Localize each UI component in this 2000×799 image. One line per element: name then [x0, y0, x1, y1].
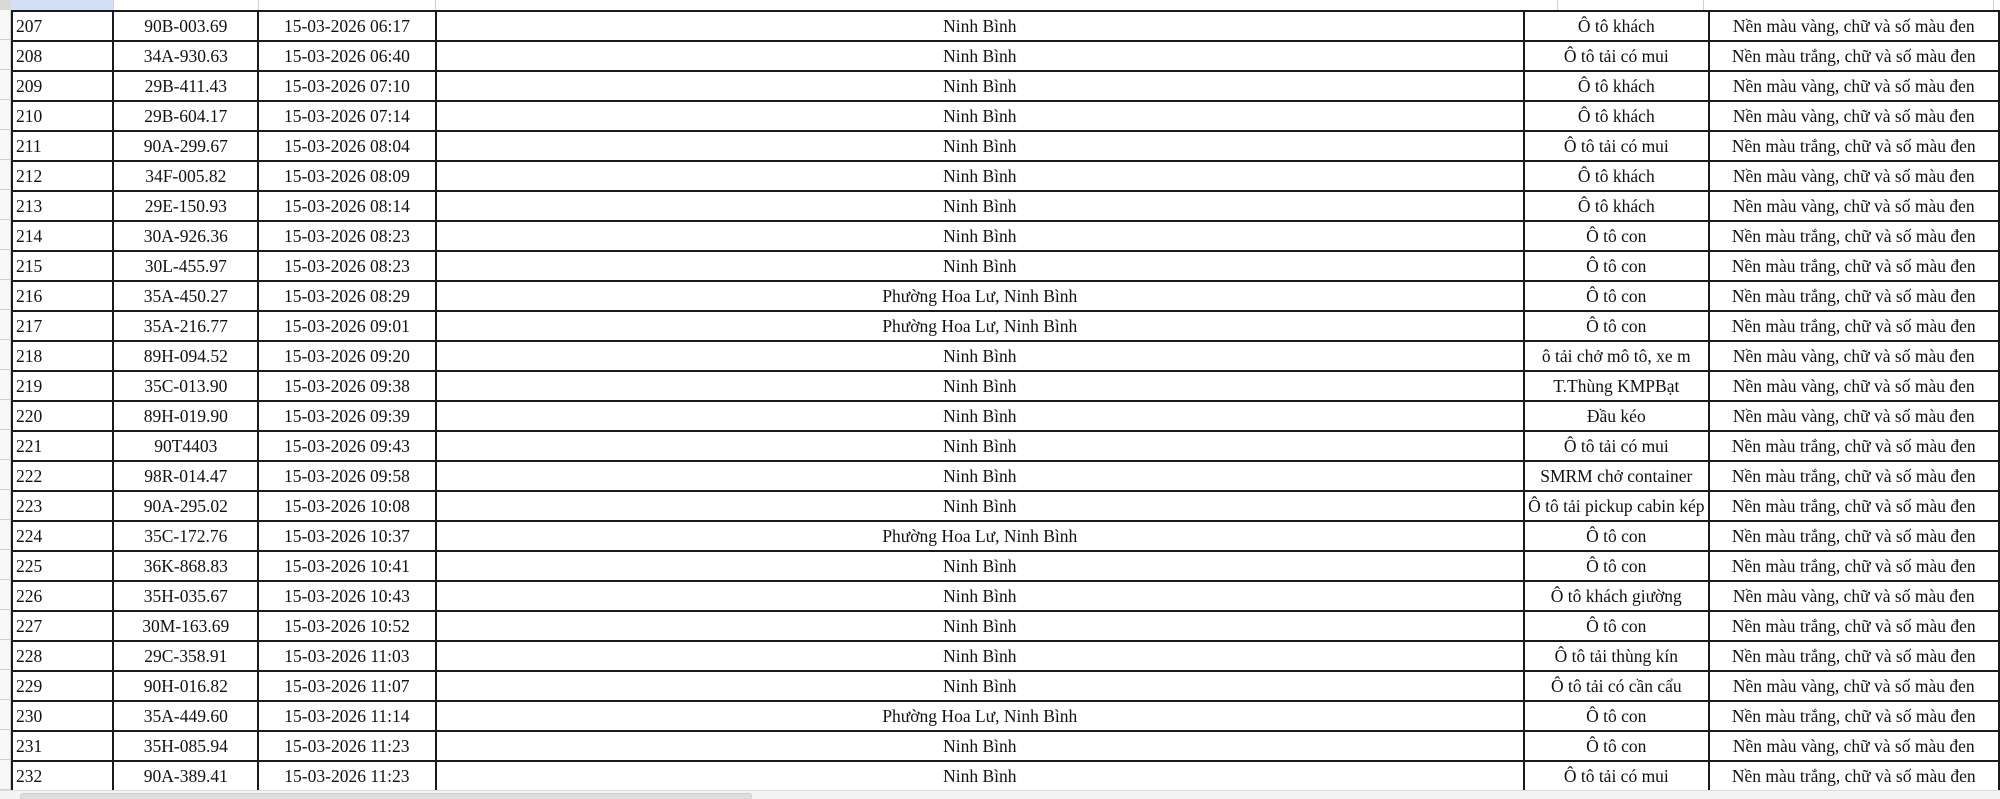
vehicle-type-text: Ô tô tải có mui: [1563, 46, 1669, 66]
license-plate-cell[interactable]: 89H-094.52: [113, 341, 258, 371]
row-header-strip[interactable]: [0, 10, 11, 790]
row-number-cell[interactable]: 228: [12, 641, 113, 671]
table-row[interactable]: [12, 101, 1999, 131]
table-row[interactable]: [12, 731, 1999, 761]
row-number-cell[interactable]: 230: [12, 701, 113, 731]
row-header-separator[interactable]: [0, 69, 10, 70]
row-number-cell[interactable]: 232: [12, 761, 113, 791]
violation-time-cell[interactable]: 15-03-2026 10:43: [258, 581, 435, 611]
row-header-separator[interactable]: [0, 279, 10, 280]
vehicle-type-cell[interactable]: [1524, 41, 1708, 71]
license-plate-cell[interactable]: 35C-013.90: [113, 371, 258, 401]
plate-color-cell[interactable]: Nền màu trắng, chữ và số màu đen: [1709, 431, 1999, 461]
row-header-separator[interactable]: [0, 39, 10, 40]
vehicle-type-text: Ô tô con: [1586, 706, 1647, 726]
violation-location-cell[interactable]: Ninh Bình: [436, 341, 1525, 371]
row-header-separator[interactable]: [0, 519, 10, 520]
row-number-cell[interactable]: 226: [12, 581, 113, 611]
table-row[interactable]: [12, 611, 1999, 641]
plate-color-cell[interactable]: Nền màu vàng, chữ và số màu đen: [1709, 101, 1999, 131]
violation-location-cell[interactable]: Ninh Bình: [436, 491, 1525, 521]
table-row[interactable]: [12, 131, 1999, 161]
row-number-cell[interactable]: 220: [12, 401, 113, 431]
plate-color-cell[interactable]: Nền màu trắng, chữ và số màu đen: [1709, 611, 1999, 641]
vehicle-type-cell[interactable]: [1524, 251, 1708, 281]
row-header-separator[interactable]: [0, 99, 10, 100]
violation-location-cell[interactable]: Ninh Bình: [436, 131, 1525, 161]
row-header-separator[interactable]: [0, 579, 10, 580]
violation-time-cell[interactable]: 15-03-2026 08:14: [258, 191, 435, 221]
violations-table: [11, 10, 2000, 792]
row-header-separator[interactable]: [0, 399, 10, 400]
plate-color-cell[interactable]: Nền màu vàng, chữ và số màu đen: [1709, 731, 1999, 761]
select-all-corner[interactable]: [0, 0, 11, 10]
vehicle-type-text: Ô tô tải có mui: [1563, 136, 1669, 156]
plate-color-cell[interactable]: Nền màu trắng, chữ và số màu đen: [1709, 761, 1999, 791]
violation-time-cell[interactable]: 15-03-2026 09:20: [258, 341, 435, 371]
plate-color-cell[interactable]: Nền màu trắng, chữ và số màu đen: [1709, 41, 1999, 71]
license-plate-cell[interactable]: 90T4403: [113, 431, 258, 461]
violation-time-cell[interactable]: 15-03-2026 08:04: [258, 131, 435, 161]
violation-time-cell[interactable]: 15-03-2026 06:40: [258, 41, 435, 71]
license-plate-cell[interactable]: 35A-450.27: [113, 281, 258, 311]
license-plate-cell[interactable]: 29C-358.91: [113, 641, 258, 671]
vehicle-type-text: Ô tô tải có mui: [1563, 436, 1669, 456]
row-header-separator[interactable]: [0, 489, 10, 490]
violation-location-cell[interactable]: Phường Hoa Lư, Ninh Bình: [436, 311, 1525, 341]
license-plate-cell[interactable]: 30A-926.36: [113, 221, 258, 251]
violation-location-cell[interactable]: Ninh Bình: [436, 11, 1525, 41]
vehicle-type-text: Ô tô con: [1586, 616, 1647, 636]
vehicle-type-text: Ô tô con: [1586, 526, 1647, 546]
plate-color-cell[interactable]: Nền màu vàng, chữ và số màu đen: [1709, 371, 1999, 401]
license-plate-cell[interactable]: 90A-295.02: [113, 491, 258, 521]
vehicle-type-cell[interactable]: [1524, 161, 1708, 191]
row-header-separator[interactable]: [0, 159, 10, 160]
vehicle-type-text: SMRM chở container: [1540, 466, 1693, 486]
vehicle-type-text: Ô tô con: [1586, 736, 1647, 756]
row-number-cell[interactable]: 216: [12, 281, 113, 311]
table-row[interactable]: [12, 251, 1999, 281]
license-plate-cell[interactable]: 90H-016.82: [113, 671, 258, 701]
violation-time-cell[interactable]: 15-03-2026 07:10: [258, 71, 435, 101]
table-row[interactable]: [12, 401, 1999, 431]
row-number-cell[interactable]: 211: [12, 131, 113, 161]
violation-location-cell[interactable]: Ninh Bình: [436, 251, 1525, 281]
license-plate-cell[interactable]: 29E-150.93: [113, 191, 258, 221]
license-plate-cell[interactable]: 34A-930.63: [113, 41, 258, 71]
row-header-separator[interactable]: [0, 639, 10, 640]
row-number-cell[interactable]: 210: [12, 101, 113, 131]
plate-color-cell[interactable]: Nền màu vàng, chữ và số màu đen: [1709, 581, 1999, 611]
vehicle-type-cell[interactable]: [1524, 191, 1708, 221]
violation-location-cell[interactable]: Ninh Bình: [436, 371, 1525, 401]
violation-location-cell[interactable]: Ninh Bình: [436, 731, 1525, 761]
row-header-separator[interactable]: [0, 669, 10, 670]
row-header-separator[interactable]: [0, 219, 10, 220]
license-plate-cell[interactable]: 30L-455.97: [113, 251, 258, 281]
license-plate-cell[interactable]: 29B-604.17: [113, 101, 258, 131]
license-plate-cell[interactable]: 30M-163.69: [113, 611, 258, 641]
table-row[interactable]: [12, 191, 1999, 221]
violation-location-cell[interactable]: Ninh Bình: [436, 761, 1525, 791]
vehicle-type-cell[interactable]: [1524, 671, 1708, 701]
vehicle-type-text: Ô tô con: [1586, 226, 1647, 246]
vehicle-type-text: ô tải chở mô tô, xe m: [1541, 346, 1691, 366]
vehicle-type-cell[interactable]: [1524, 641, 1708, 671]
row-header-separator[interactable]: [0, 609, 10, 610]
column-header-selected[interactable]: [11, 0, 113, 10]
vehicle-type-cell[interactable]: [1524, 611, 1708, 641]
vehicle-type-text: Ô tô khách: [1577, 196, 1655, 216]
violation-location-cell[interactable]: Ninh Bình: [436, 71, 1525, 101]
table-row[interactable]: [12, 371, 1999, 401]
vehicle-type-text: Ô tô tải thùng kín: [1554, 646, 1679, 666]
violation-location-cell[interactable]: Ninh Bình: [436, 431, 1525, 461]
row-header-separator[interactable]: [0, 729, 10, 730]
plate-color-cell[interactable]: Nền màu trắng, chữ và số màu đen: [1709, 461, 1999, 491]
license-plate-cell[interactable]: 36K-868.83: [113, 551, 258, 581]
violation-location-cell[interactable]: Ninh Bình: [436, 161, 1525, 191]
row-header-separator[interactable]: [0, 369, 10, 370]
row-header-separator[interactable]: [0, 189, 10, 190]
row-header-separator[interactable]: [0, 549, 10, 550]
table-row[interactable]: [12, 281, 1999, 311]
table-row[interactable]: [12, 41, 1999, 71]
table-row[interactable]: [12, 461, 1999, 491]
license-plate-cell[interactable]: 98R-014.47: [113, 461, 258, 491]
row-number-cell[interactable]: 212: [12, 161, 113, 191]
table-row[interactable]: [12, 431, 1999, 461]
plate-color-cell[interactable]: Nền màu vàng, chữ và số màu đen: [1709, 191, 1999, 221]
column-separator[interactable]: [1993, 0, 1994, 10]
vehicle-type-text: Ô tô khách: [1577, 76, 1655, 96]
row-number-cell[interactable]: 207: [12, 11, 113, 41]
vehicle-type-text: Ô tô khách: [1577, 16, 1655, 36]
violation-location-cell[interactable]: Ninh Bình: [436, 611, 1525, 641]
vehicle-type-cell[interactable]: [1524, 311, 1708, 341]
plate-color-cell[interactable]: Nền màu trắng, chữ và số màu đen: [1709, 311, 1999, 341]
violation-time-cell[interactable]: 15-03-2026 11:07: [258, 671, 435, 701]
license-plate-cell[interactable]: 89H-019.90: [113, 401, 258, 431]
violation-time-cell[interactable]: 15-03-2026 11:23: [258, 761, 435, 791]
vehicle-type-text: T.Thùng KMPBạt: [1553, 376, 1680, 396]
row-number-cell[interactable]: 219: [12, 371, 113, 401]
table-row[interactable]: [12, 761, 1999, 791]
plate-color-cell[interactable]: Nền màu trắng, chữ và số màu đen: [1709, 221, 1999, 251]
vehicle-type-cell[interactable]: [1524, 761, 1708, 791]
license-plate-cell[interactable]: 90B-003.69: [113, 11, 258, 41]
row-number-cell[interactable]: 217: [12, 311, 113, 341]
violation-location-cell[interactable]: Ninh Bình: [436, 581, 1525, 611]
vehicle-type-cell[interactable]: [1524, 431, 1708, 461]
license-plate-cell[interactable]: 35H-085.94: [113, 731, 258, 761]
violation-location-cell[interactable]: Ninh Bình: [436, 671, 1525, 701]
table-row[interactable]: [12, 521, 1999, 551]
plate-color-cell[interactable]: Nền màu vàng, chữ và số màu đen: [1709, 341, 1999, 371]
row-number-cell[interactable]: 213: [12, 191, 113, 221]
vehicle-type-text: Đầu kéo: [1586, 406, 1646, 426]
row-number-cell[interactable]: 224: [12, 521, 113, 551]
vehicle-type-cell[interactable]: [1524, 521, 1708, 551]
table-row[interactable]: [12, 71, 1999, 101]
table-row[interactable]: [12, 701, 1999, 731]
violation-time-cell[interactable]: 15-03-2026 08:09: [258, 161, 435, 191]
vehicle-type-text: Ô tô tải có cần cẩu: [1550, 676, 1682, 696]
license-plate-cell[interactable]: 29B-411.43: [113, 71, 258, 101]
column-separator[interactable]: [113, 0, 114, 10]
plate-color-cell[interactable]: Nền màu trắng, chữ và số màu đen: [1709, 131, 1999, 161]
table-row[interactable]: [12, 641, 1999, 671]
vehicle-type-cell[interactable]: [1524, 11, 1708, 41]
horizontal-scrollbar[interactable]: [0, 790, 2000, 799]
license-plate-cell[interactable]: 35C-172.76: [113, 521, 258, 551]
license-plate-cell[interactable]: 35H-035.67: [113, 581, 258, 611]
violation-location-cell[interactable]: Ninh Bình: [436, 461, 1525, 491]
vehicle-type-cell[interactable]: [1524, 341, 1708, 371]
vehicle-type-cell[interactable]: [1524, 581, 1708, 611]
table-row[interactable]: [12, 671, 1999, 701]
violation-time-cell[interactable]: 15-03-2026 09:58: [258, 461, 435, 491]
vehicle-type-cell[interactable]: [1524, 401, 1708, 431]
violation-time-cell[interactable]: 15-03-2026 08:23: [258, 221, 435, 251]
vehicle-type-cell[interactable]: [1524, 221, 1708, 251]
vehicle-type-cell[interactable]: [1524, 71, 1708, 101]
violation-time-cell[interactable]: 15-03-2026 09:39: [258, 401, 435, 431]
row-number-cell[interactable]: 229: [12, 671, 113, 701]
plate-color-cell[interactable]: Nền màu vàng, chữ và số màu đen: [1709, 671, 1999, 701]
violation-time-cell[interactable]: 15-03-2026 06:17: [258, 11, 435, 41]
row-number-cell[interactable]: 209: [12, 71, 113, 101]
violation-time-cell[interactable]: 15-03-2026 10:52: [258, 611, 435, 641]
table-row[interactable]: [12, 551, 1999, 581]
violation-time-cell[interactable]: 15-03-2026 09:38: [258, 371, 435, 401]
table-row[interactable]: [12, 221, 1999, 251]
vehicle-type-text: Ô tô con: [1586, 256, 1647, 276]
violation-location-cell[interactable]: Ninh Bình: [436, 41, 1525, 71]
row-number-cell[interactable]: 214: [12, 221, 113, 251]
vehicle-type-text: Ô tô tải có mui: [1563, 766, 1669, 786]
plate-color-cell[interactable]: Nền màu trắng, chữ và số màu đen: [1709, 521, 1999, 551]
violation-location-cell[interactable]: Phường Hoa Lư, Ninh Bình: [436, 701, 1525, 731]
violation-time-cell[interactable]: 15-03-2026 08:23: [258, 251, 435, 281]
violation-location-cell[interactable]: Ninh Bình: [436, 641, 1525, 671]
row-header-separator[interactable]: [0, 429, 10, 430]
license-plate-cell[interactable]: 34F-005.82: [113, 161, 258, 191]
row-header-separator[interactable]: [0, 459, 10, 460]
column-separator[interactable]: [1557, 0, 1558, 10]
violation-time-cell[interactable]: 15-03-2026 09:01: [258, 311, 435, 341]
vehicle-type-text: Ô tô tải pickup cabin kép: [1528, 496, 1705, 516]
column-separator[interactable]: [1703, 0, 1704, 10]
table-row[interactable]: [12, 311, 1999, 341]
vehicle-type-text: Ô tô con: [1586, 556, 1647, 576]
plate-color-cell[interactable]: Nền màu trắng, chữ và số màu đen: [1709, 701, 1999, 731]
scrollbar-thumb[interactable]: [20, 793, 752, 799]
row-number-cell[interactable]: 208: [12, 41, 113, 71]
column-separator[interactable]: [258, 0, 259, 10]
violation-time-cell[interactable]: 15-03-2026 10:37: [258, 521, 435, 551]
vehicle-type-text: Ô tô con: [1586, 316, 1647, 336]
row-number-cell[interactable]: 227: [12, 611, 113, 641]
table-row[interactable]: [12, 581, 1999, 611]
table-row[interactable]: [12, 161, 1999, 191]
row-header-separator[interactable]: [0, 759, 10, 760]
row-header-separator[interactable]: [0, 249, 10, 250]
violation-time-cell[interactable]: 15-03-2026 08:29: [258, 281, 435, 311]
license-plate-cell[interactable]: 35A-449.60: [113, 701, 258, 731]
vehicle-type-cell[interactable]: [1524, 131, 1708, 161]
plate-color-cell[interactable]: Nền màu trắng, chữ và số màu đen: [1709, 251, 1999, 281]
row-header-separator[interactable]: [0, 309, 10, 310]
table-row[interactable]: [12, 341, 1999, 371]
plate-color-cell[interactable]: Nền màu trắng, chữ và số màu đen: [1709, 281, 1999, 311]
row-number-cell[interactable]: 215: [12, 251, 113, 281]
violation-time-cell[interactable]: 15-03-2026 11:23: [258, 731, 435, 761]
plate-color-cell[interactable]: Nền màu vàng, chữ và số màu đen: [1709, 11, 1999, 41]
license-plate-cell[interactable]: 35A-216.77: [113, 311, 258, 341]
plate-color-cell[interactable]: Nền màu vàng, chữ và số màu đen: [1709, 161, 1999, 191]
row-header-separator[interactable]: [0, 699, 10, 700]
vehicle-type-cell[interactable]: [1524, 491, 1708, 521]
vehicle-type-cell[interactable]: [1524, 461, 1708, 491]
vehicle-type-cell[interactable]: [1524, 371, 1708, 401]
violation-location-cell[interactable]: Ninh Bình: [436, 401, 1525, 431]
vehicle-type-text: Ô tô khách giường: [1550, 586, 1682, 606]
row-number-cell[interactable]: 223: [12, 491, 113, 521]
vehicle-type-text: Ô tô con: [1586, 286, 1647, 306]
plate-color-cell[interactable]: Nền màu trắng, chữ và số màu đen: [1709, 491, 1999, 521]
row-number-cell[interactable]: 222: [12, 461, 113, 491]
row-number-cell[interactable]: 225: [12, 551, 113, 581]
vehicle-type-cell[interactable]: [1524, 101, 1708, 131]
violation-location-cell[interactable]: Phường Hoa Lư, Ninh Bình: [436, 521, 1525, 551]
vehicle-type-text: Ô tô khách: [1577, 166, 1655, 186]
table-row[interactable]: [12, 11, 1999, 41]
row-number-cell[interactable]: 221: [12, 431, 113, 461]
license-plate-cell[interactable]: 90A-299.67: [113, 131, 258, 161]
plate-color-cell[interactable]: Nền màu trắng, chữ và số màu đen: [1709, 551, 1999, 581]
row-number-cell[interactable]: 218: [12, 341, 113, 371]
row-number-cell[interactable]: 231: [12, 731, 113, 761]
table-row[interactable]: [12, 491, 1999, 521]
violation-time-cell[interactable]: 15-03-2026 10:08: [258, 491, 435, 521]
violation-time-cell[interactable]: 15-03-2026 11:14: [258, 701, 435, 731]
violation-time-cell[interactable]: 15-03-2026 09:43: [258, 431, 435, 461]
violation-location-cell[interactable]: Phường Hoa Lư, Ninh Bình: [436, 281, 1525, 311]
vehicle-type-cell[interactable]: [1524, 281, 1708, 311]
violation-location-cell[interactable]: Ninh Bình: [436, 221, 1525, 251]
plate-color-cell[interactable]: Nền màu trắng, chữ và số màu đen: [1709, 641, 1999, 671]
violation-location-cell[interactable]: Ninh Bình: [436, 101, 1525, 131]
license-plate-cell[interactable]: 90A-389.41: [113, 761, 258, 791]
vehicle-type-text: Ô tô khách: [1577, 106, 1655, 126]
violation-time-cell[interactable]: 15-03-2026 10:41: [258, 551, 435, 581]
column-separator[interactable]: [435, 0, 436, 10]
plate-color-cell[interactable]: Nền màu vàng, chữ và số màu đen: [1709, 71, 1999, 101]
vehicle-type-cell[interactable]: [1524, 731, 1708, 761]
plate-color-cell[interactable]: Nền màu vàng, chữ và số màu đen: [1709, 401, 1999, 431]
violation-location-cell[interactable]: Ninh Bình: [436, 191, 1525, 221]
vehicle-type-cell[interactable]: [1524, 701, 1708, 731]
row-header-separator[interactable]: [0, 129, 10, 130]
vehicle-type-cell[interactable]: [1524, 551, 1708, 581]
violation-time-cell[interactable]: 15-03-2026 07:14: [258, 101, 435, 131]
violation-location-cell[interactable]: Ninh Bình: [436, 551, 1525, 581]
row-header-separator[interactable]: [0, 339, 10, 340]
violation-time-cell[interactable]: 15-03-2026 11:03: [258, 641, 435, 671]
